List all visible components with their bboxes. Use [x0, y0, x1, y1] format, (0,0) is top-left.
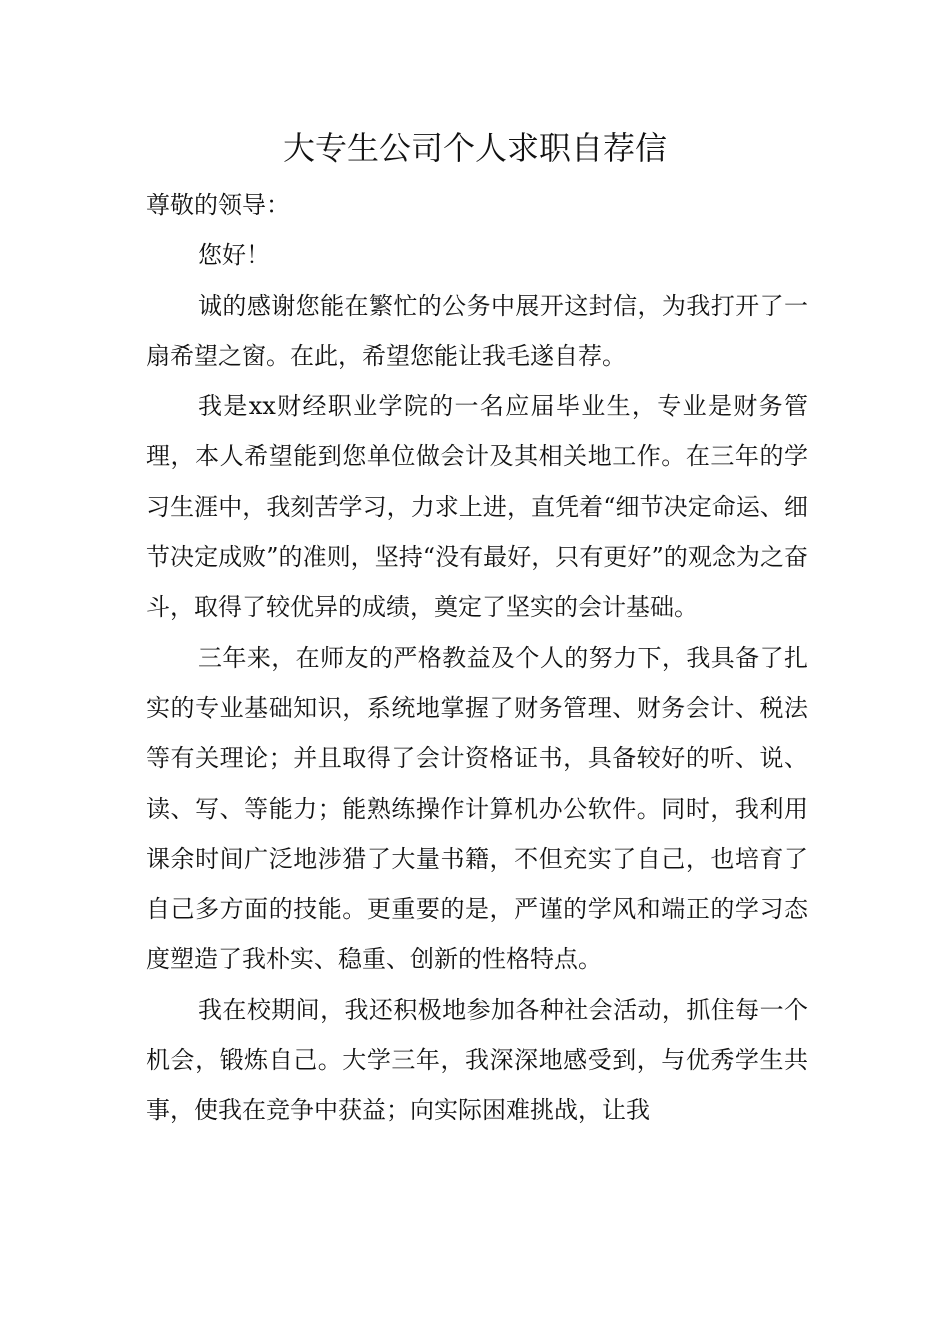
paragraph: 诚的感谢您能在繁忙的公务中展开这封信，为我打开了一扇希望之窗。在此，希望您能让我毛遂自荐。 [146, 291, 808, 370]
salutation: 尊敬的领导： [146, 191, 290, 219]
paragraph: 我是xx财经职业学院的一名应届毕业生，专业是财务管理，本人希望能到您单位做会计及其相关地工作。在三年的学习生涯中，我刻苦学习，力求上进，直凭着“细节决定命运、细节决定成败”的准则，坚持“没有最好，只有更好”的观念为之奋斗，取得了较优异的成绩，奠定了坚实的会计基础。 [146, 392, 808, 622]
paragraph: 我在校期间，我还积极地参加各种社会活动，抓住每一个机会，锻炼自己。大学三年，我深深地感受到，与优秀学生共事，使我在竞争中获益；向实际困难挑战，让我 [146, 995, 808, 1125]
paragraph: 三年来，在师友的严格教益及个人的努力下，我具备了扎实的专业基础知识，系统地掌握了财务管理、财务会计、税法等有关理论；并且取得了会计资格证书，具备较好的听、说、读、写、等能力；能熟练操作计算机办公软件。同时，我利用课余时间广泛地涉猎了大量书籍，不但充实了自己，也培育了自己多方面的技能。更重要的是，严谨的学风和端正的学习态度塑造了我朴实、稳重、创新的性格特点。 [146, 643, 808, 974]
letter-body [146, 180, 808, 1136]
document-title: 大专生公司个人求职自荐信 [282, 129, 667, 167]
greeting: 您好！ [198, 241, 270, 270]
